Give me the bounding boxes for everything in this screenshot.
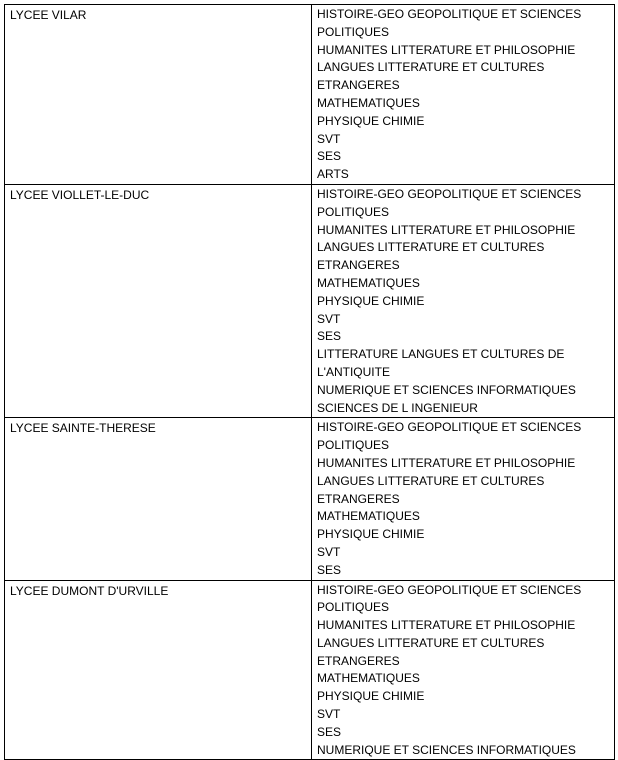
subject-item: PHYSIQUE CHIMIE xyxy=(317,689,425,704)
subject-item: HISTOIRE-GEO GEOPOLITIQUE ET SCIENCES POLITIQUES xyxy=(317,186,582,219)
subject-item: MATHEMATIQUES xyxy=(317,275,420,290)
subject-item: LANGUES LITTERATURE ET CULTURES ETRANGERES xyxy=(317,60,545,93)
subject-item: SVT xyxy=(317,131,341,146)
subject-item: LANGUES LITTERATURE ET CULTURES ETRANGERES xyxy=(317,473,545,506)
subject-item: SCIENCES DE L INGENIEUR xyxy=(317,400,478,415)
subject-item: HISTOIRE-GEO GEOPOLITIQUE ET SCIENCES POLITIQUES xyxy=(317,582,582,615)
subject-item: SES xyxy=(317,562,342,577)
table-row xyxy=(5,185,615,418)
subject-item: MATHEMATIQUES xyxy=(317,509,420,524)
subject-item: SVT xyxy=(317,544,341,559)
subject-item: PHYSIQUE CHIMIE xyxy=(317,293,425,308)
subjects-cell xyxy=(312,581,615,760)
school-name: LYCEE VIOLLET-LE-DUC xyxy=(5,185,312,417)
subject-item: SES xyxy=(317,724,342,739)
subject-item: LANGUES LITTERATURE ET CULTURES ETRANGERES xyxy=(317,635,545,668)
school-name: LYCEE SAINTE-THERESE xyxy=(5,418,312,579)
subjects-cell xyxy=(312,418,615,579)
subject-item: HISTOIRE-GEO GEOPOLITIQUE ET SCIENCES POLITIQUES xyxy=(317,420,582,453)
subject-item: SVT xyxy=(317,707,341,722)
subject-item: LITTERATURE LANGUES ET CULTURES DE L'ANTIQUITE xyxy=(317,347,565,379)
subject-item: LANGUES LITTERATURE ET CULTURES ETRANGERES xyxy=(317,240,545,273)
subject-item: HUMANITES LITTERATURE ET PHILOSOPHIE xyxy=(317,222,576,237)
subject-item: ARTS xyxy=(317,167,349,182)
subject-item: HUMANITES LITTERATURE ET PHILOSOPHIE xyxy=(317,455,576,470)
subject-item: PHYSIQUE CHIMIE xyxy=(317,527,425,542)
school-name: LYCEE VILAR xyxy=(5,5,312,184)
subject-item: MATHEMATIQUES xyxy=(317,95,420,110)
table-row xyxy=(5,5,615,185)
subject-item: SES xyxy=(317,329,342,344)
subject-item: NUMERIQUE ET SCIENCES INFORMATIQUES xyxy=(317,382,576,397)
school-name: LYCEE DUMONT D'URVILLE xyxy=(5,581,312,760)
subjects-cell xyxy=(312,185,615,417)
subject-item: PHYSIQUE CHIMIE xyxy=(317,113,425,128)
table-row xyxy=(5,418,615,580)
subject-item: NUMERIQUE ET SCIENCES INFORMATIQUES xyxy=(317,742,576,757)
subject-item: SVT xyxy=(317,311,341,326)
subject-item: HISTOIRE-GEO GEOPOLITIQUE ET SCIENCES POLITIQUES xyxy=(317,7,582,39)
subject-item: HUMANITES LITTERATURE ET PHILOSOPHIE xyxy=(317,42,576,57)
schools-table xyxy=(4,4,615,760)
subject-item: SES xyxy=(317,149,342,164)
table-row xyxy=(5,581,615,760)
subject-item: HUMANITES LITTERATURE ET PHILOSOPHIE xyxy=(317,618,576,633)
subjects-cell xyxy=(312,5,615,184)
subject-item: MATHEMATIQUES xyxy=(317,671,420,686)
